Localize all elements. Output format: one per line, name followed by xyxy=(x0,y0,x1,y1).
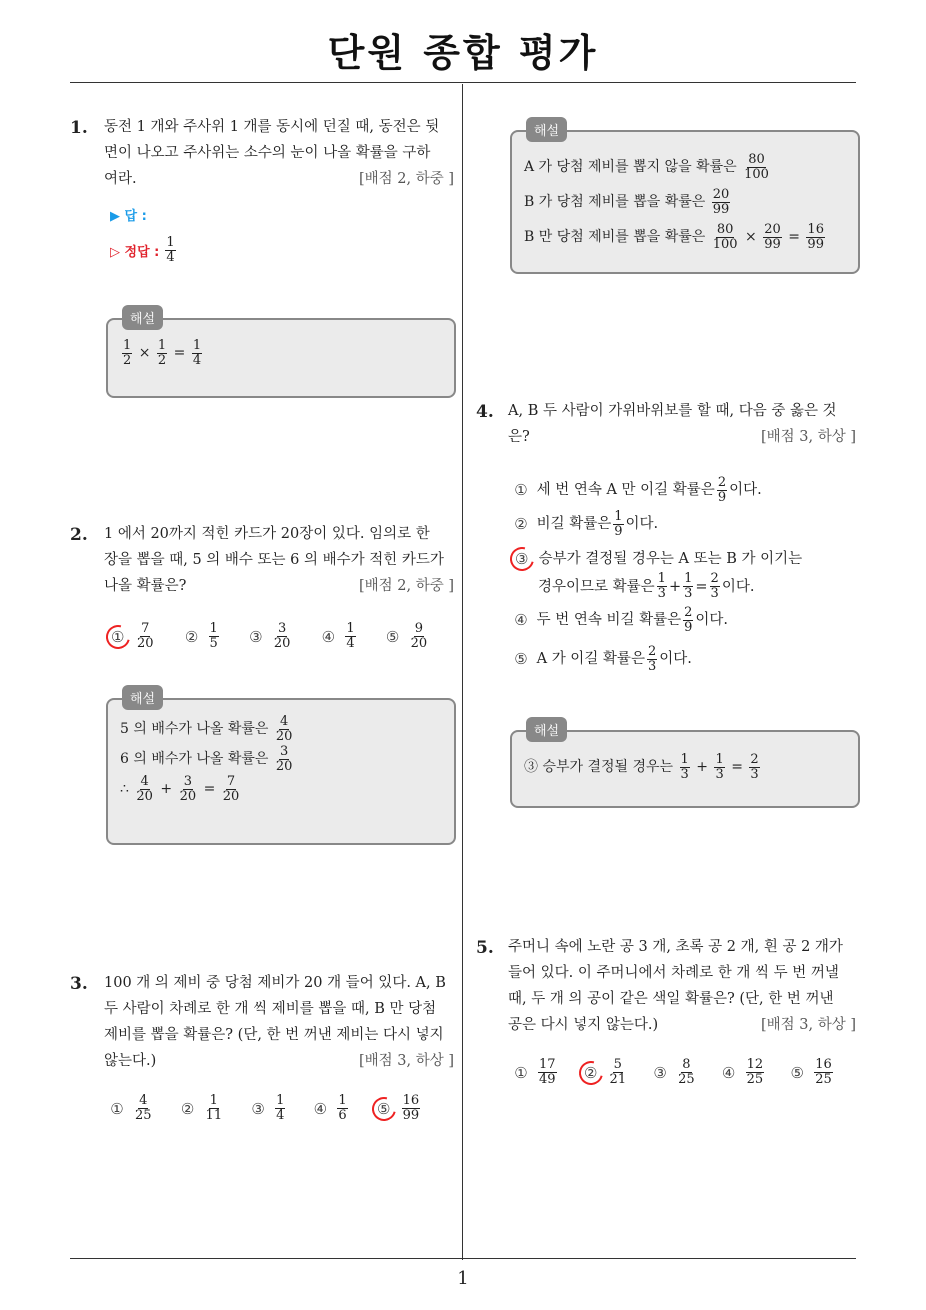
bottom-rule xyxy=(70,1258,856,1259)
fraction: $\frac{1}{5}$ xyxy=(209,621,218,651)
choice-number: ① xyxy=(514,1063,528,1082)
solution-body: $\frac{1}{2}$ × $\frac{1}{2}$ = $\frac{1}{4}$ xyxy=(123,337,202,368)
question-2 xyxy=(104,521,454,599)
fraction: $\frac{12}{25}$ xyxy=(746,1057,764,1087)
question-text: 동전 1 개와 주사위 1 개를 동시에 던질 때, 동전은 뒷 xyxy=(104,119,440,135)
fraction: $\frac{1}{4}$ xyxy=(346,621,355,651)
solution-body: A 가 당첨 제비를 뽑지 않을 확률은 $\frac{80}{100}$ B 가 당첨 제비를 뽑을 확률은 $\frac{20}{99}$ B 만 당첨 제비를 뽑을 확률은 $\frac{80}{100}$ × $\frac{20}{99}$ = $\frac{16}{99}$ xyxy=(524,151,824,252)
fraction: $\frac{1}{4}$ xyxy=(166,235,175,265)
fraction: $\frac{3}{20}$ xyxy=(273,621,291,651)
question-meta: [배점 2, 하중 ] xyxy=(358,171,454,187)
question-meta: [배점 3, 하상 ] xyxy=(760,1017,856,1033)
question-1 xyxy=(104,114,454,192)
solution-body: ③ 승부가 결정될 경우는 $\frac{1}{3}$ + $\frac{1}{3}$ = $\frac{2}{3}$ xyxy=(524,751,759,782)
question-meta: [배점 3, 하상 ] xyxy=(358,1053,454,1069)
choice-5[interactable] xyxy=(382,622,431,651)
correct-answer xyxy=(110,236,178,265)
solution-tag: 해설 xyxy=(526,117,567,142)
solution-tag: 해설 xyxy=(526,717,567,742)
question-text: 100 개 의 제비 중 당첨 제비가 20 개 들어 있다. A, B xyxy=(104,975,446,991)
question-text: 제비를 뽑을 확률은? (단, 한 번 꺼낸 제비는 다시 넣지 xyxy=(104,1027,444,1043)
fraction: $\frac{17}{49}$ xyxy=(539,1057,556,1087)
choice-1[interactable] xyxy=(106,622,157,651)
choice-number: ① xyxy=(110,1099,124,1118)
fraction: $\frac{16}{99}$ xyxy=(402,1093,420,1123)
question-5 xyxy=(508,934,856,1038)
question-text: 면이 나오고 주사위는 소수의 눈이 나올 확률을 구하 xyxy=(104,145,431,161)
question-number: 4. xyxy=(476,402,494,422)
question-meta: [배점 3, 하상 ] xyxy=(760,429,856,445)
question-text: 장을 뽑을 때, 5 의 배수 또는 6 의 배수가 적힌 카드가 xyxy=(104,552,444,568)
solution-box xyxy=(106,312,456,398)
question-text: 1 에서 20까지 적힌 카드가 20장이 있다. 임의로 한 xyxy=(104,526,430,542)
choice-4[interactable] xyxy=(309,1094,349,1123)
question-number: 1. xyxy=(70,118,88,138)
choice-3[interactable] xyxy=(245,622,294,651)
fraction: $\frac{16}{25}$ xyxy=(815,1057,832,1087)
question-number: 5. xyxy=(476,938,494,958)
option-3[interactable]: ③ 승부가 결정될 경우는 A 또는 B 가 이기는 경우이므로 확률은 $\frac{1}{3}$ + $\frac{1}{3}$ = $\frac{2}{3}$ 이다. xyxy=(510,546,850,601)
choice-1[interactable] xyxy=(510,1058,559,1087)
choice-4[interactable] xyxy=(317,622,357,651)
question-text: 두 사람이 차례로 한 개 씩 제비를 뽑을 때, B 만 당첨 xyxy=(104,1001,437,1017)
question-text: A, B 두 사람이 가위바위보를 할 때, 다음 중 옳은 것 xyxy=(508,403,837,419)
choice-5[interactable] xyxy=(372,1094,423,1123)
choice-number: ④ xyxy=(321,627,336,646)
question-text: 때, 두 개 의 공이 같은 색일 확률은? (단, 한 번 꺼낸 xyxy=(508,991,834,1007)
solution-tag: 해설 xyxy=(122,685,163,710)
fraction: $\frac{7}{20}$ xyxy=(137,621,154,651)
choice-number: ④ xyxy=(721,1063,736,1082)
choice-list xyxy=(510,1058,855,1087)
correct-answer-label: ▷ 정답 : xyxy=(110,245,160,260)
choice-2[interactable] xyxy=(181,622,221,651)
solution-box xyxy=(510,724,860,808)
solution-body: 5 의 배수가 나올 확률은 $\frac{4}{20}$ 6 의 배수가 나올 확률은 $\frac{3}{20}$ ∴ $\frac{4}{20}$ + $\frac{3}{20}$ = $\frac{7}{20}$ xyxy=(120,713,293,804)
fraction: $\frac{9}{20}$ xyxy=(410,621,428,651)
page-number: 1 xyxy=(457,1268,469,1289)
option-list xyxy=(510,474,850,679)
choice-number: ② xyxy=(180,1099,195,1118)
question-3 xyxy=(104,970,454,1074)
question-number: 3. xyxy=(70,974,88,994)
option-2[interactable]: ② 비길 확률은 $\frac{1}{9}$ 이다. xyxy=(514,508,659,539)
choice-list xyxy=(106,622,454,651)
question-text: 공은 다시 넣지 않는다.) xyxy=(508,1017,659,1033)
selected-mark: ① xyxy=(102,620,135,653)
question-text: 여라. xyxy=(104,171,137,187)
fraction: $\frac{4}{25}$ xyxy=(135,1093,152,1123)
solution-box xyxy=(106,692,456,845)
question-text: 않는다.) xyxy=(104,1053,157,1069)
choice-number: ③ xyxy=(249,627,263,646)
choice-number: ⑤ xyxy=(790,1063,804,1082)
selected-mark: ② xyxy=(574,1056,607,1089)
choice-number: ④ xyxy=(313,1099,328,1118)
selected-mark: ③ xyxy=(506,543,539,576)
solution-box xyxy=(510,124,860,274)
fraction: $\frac{5}{21}$ xyxy=(609,1057,627,1087)
option-4[interactable]: ④ 두 번 연속 비길 확률은 $\frac{2}{9}$ 이다. xyxy=(514,604,729,635)
selected-mark: ⑤ xyxy=(367,1092,400,1125)
fraction: $\frac{1}{11}$ xyxy=(205,1093,223,1123)
choice-number: ② xyxy=(184,627,199,646)
page-title: 단원 종합 평가 xyxy=(327,31,599,75)
choice-2[interactable] xyxy=(579,1058,630,1087)
choice-1[interactable] xyxy=(106,1094,155,1123)
option-1[interactable]: ① 세 번 연속 A 만 이길 확률은 $\frac{2}{9}$ 이다. xyxy=(514,474,762,505)
choice-5[interactable] xyxy=(786,1058,835,1087)
choice-number: ③ xyxy=(251,1099,265,1118)
question-text: 은? xyxy=(508,429,530,445)
question-text: 주머니 속에 노란 공 3 개, 초록 공 2 개, 흰 공 2 개가 xyxy=(508,939,843,955)
question-meta: [배점 2, 하중 ] xyxy=(358,578,454,594)
question-4 xyxy=(508,398,856,450)
choice-list xyxy=(106,1094,444,1123)
option-5[interactable]: ⑤ A 가 이길 확률은 $\frac{2}{3}$ 이다. xyxy=(514,643,692,674)
choice-number: ③ xyxy=(653,1063,667,1082)
question-text: 들어 있다. 이 주머니에서 차례로 한 개 씩 두 번 꺼낼 xyxy=(508,965,839,981)
fraction: $\frac{1}{6}$ xyxy=(338,1093,347,1123)
question-number: 2. xyxy=(70,525,88,545)
choice-3[interactable] xyxy=(649,1058,698,1087)
choice-number: ⑤ xyxy=(385,627,400,646)
question-text: 나올 확률은? xyxy=(104,578,187,594)
top-rule xyxy=(70,82,856,83)
choice-3[interactable] xyxy=(247,1094,287,1123)
choice-4[interactable] xyxy=(718,1058,767,1087)
fraction: $\frac{8}{25}$ xyxy=(678,1057,695,1087)
fraction: $\frac{1}{4}$ xyxy=(276,1093,285,1123)
answer-label: ▶ 답 : xyxy=(110,209,147,224)
solution-tag: 해설 xyxy=(122,305,163,330)
choice-2[interactable] xyxy=(177,1094,226,1123)
column-divider xyxy=(462,84,463,1260)
